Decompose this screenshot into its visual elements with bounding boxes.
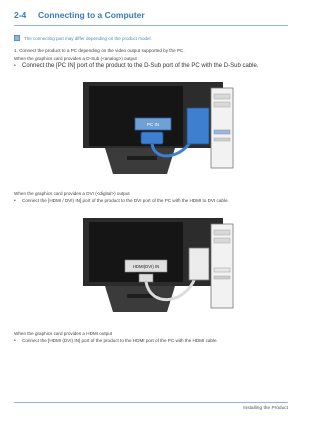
dsub-bullet-text: Connect the [PC IN] port of the product to the D-Sub port of the PC with the D-Sub cable. (22, 63, 259, 69)
monitor-stand (105, 148, 175, 174)
note-row (14, 35, 152, 41)
dsub-connection-figure (75, 78, 235, 178)
dsub-plug (141, 132, 163, 144)
pc-tower (211, 224, 233, 308)
bullet-dot: • (14, 63, 16, 69)
section-number: 2-4 (14, 10, 27, 20)
section-title: Connecting to a Computer (38, 10, 145, 20)
dvi-bullet (14, 198, 229, 204)
monitor-back-dark (89, 86, 183, 146)
dvi-intro-text: When the graphics card provides a DVI (<digital>) output (14, 191, 130, 196)
bullet-dot: • (14, 198, 16, 204)
pc-tower (211, 88, 233, 168)
bullet-dot: • (14, 338, 16, 344)
dvi-connector-end (189, 248, 209, 280)
heading-rule (14, 25, 288, 26)
dvi-bullet-text: Connect the [HDMI / DVI) IN] port of the product to the DVI port of the PC with the HDMI to DVI cable. (22, 198, 229, 203)
hdmi-dvi-in-label: HDMI(DVI) IN (132, 264, 160, 269)
hdmi-plug (139, 274, 153, 282)
pc-in-label: PC IN (146, 122, 160, 127)
dsub-connector-end (187, 108, 209, 144)
footer-text: Installing the Product (243, 406, 288, 411)
hdmi-bullet (14, 338, 218, 344)
dsub-bullet (14, 63, 258, 69)
note-icon (14, 35, 20, 41)
step-1-text: 1. Connect the product to a PC depending on the video output supported by the PC. (14, 48, 185, 53)
footer-rule (14, 402, 288, 403)
section-heading (14, 10, 145, 20)
monitor-back-dark (89, 222, 183, 282)
dsub-intro-text: When the graphics card provides a D-Sub (<analog>) output (14, 56, 137, 61)
note-text: The connecting part may differ depending on the product model. (24, 35, 152, 41)
dvi-connection-figure (75, 212, 235, 322)
hdmi-intro-text: When the graphics card provides a HDMI output (14, 331, 113, 336)
hdmi-bullet-text: Connect the [HDMI (DVI) IN] port of the product to the HDMI port of the PC with the HDMI cable. (22, 338, 218, 343)
